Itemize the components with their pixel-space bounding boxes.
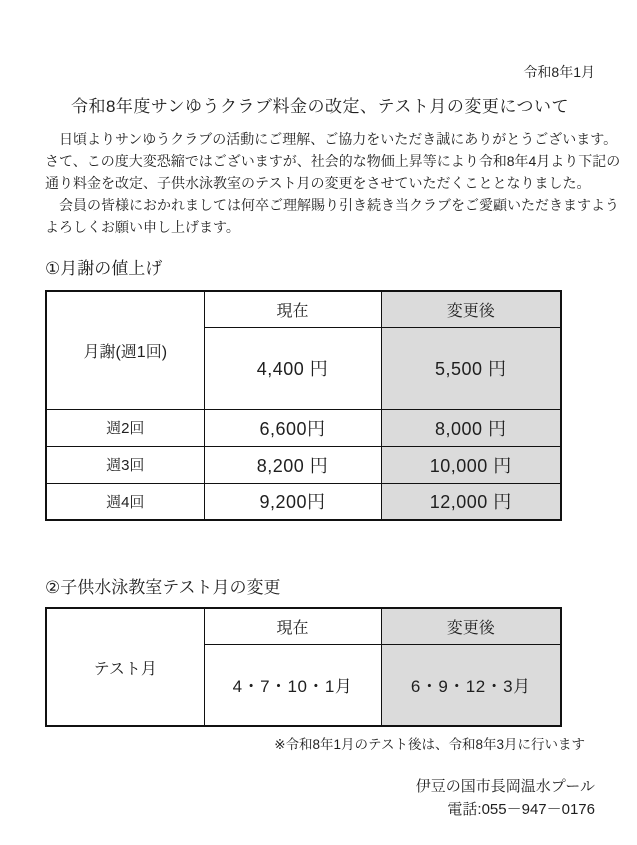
- fee-table: [45, 290, 562, 521]
- fee-current-value: 4,400 円: [204, 327, 381, 409]
- fee-table-header-current: 現在: [204, 291, 381, 327]
- fee-current-value: 8,200 円: [204, 446, 381, 483]
- fee-table-row-label: 週4回: [46, 483, 204, 520]
- fee-current-value: 6,600円: [204, 409, 381, 446]
- intro-line: 日頃よりサンゆうクラブの活動にご理解、ご協力をいただき誠にありがとうございます。: [45, 131, 618, 147]
- fee-table-header-after: 変更後: [381, 291, 561, 327]
- test-month-note: ※令和8年1月のテスト後は、令和8年3月に行います: [274, 737, 585, 752]
- section1-heading: ①月謝の値上げ: [45, 259, 163, 278]
- fee-table-row-label: 週3回: [46, 446, 204, 483]
- intro-line: 会員の皆様におかれましては何卒ご理解賜り引き続き当クラブをご愛顧いただきますよう: [45, 197, 619, 213]
- fee-after-value: 5,500 円: [381, 327, 561, 409]
- footer-organization: 伊豆の国市長岡温水プール: [415, 778, 595, 795]
- test-month-table: [45, 607, 562, 727]
- fee-table-row-label: 週2回: [46, 409, 204, 446]
- test-month-header-after: 変更後: [381, 608, 561, 644]
- section2-heading: ②子供水泳教室テスト月の変更: [45, 578, 281, 597]
- fee-table-header-row: [46, 291, 561, 327]
- table-row: [46, 409, 561, 446]
- test-month-after-value: 6・9・12・3月: [381, 644, 561, 726]
- table-row: [46, 483, 561, 520]
- test-month-current-value: 4・7・10・1月: [204, 644, 381, 726]
- fee-after-value: 8,000 円: [381, 409, 561, 446]
- intro-paragraph: [45, 128, 621, 238]
- intro-line: さて、この度大変恐縮ではございますが、社会的な物価上昇等により令和8年4月より下記の: [45, 153, 621, 169]
- document-title: 令和8年度サンゆうクラブ料金の改定、テスト月の変更について: [70, 97, 570, 116]
- table-row: [46, 446, 561, 483]
- test-month-header-current: 現在: [204, 608, 381, 644]
- document-date: 令和8年1月: [523, 64, 595, 80]
- footer-phone: 電話:055－947－0176: [447, 801, 595, 818]
- fee-current-value: 9,200円: [204, 483, 381, 520]
- fee-table-row-label: 月謝(週1回): [46, 291, 204, 409]
- intro-line: 通り料金を改定、子供水泳教室のテスト月の変更をさせていただくこととなりました。: [45, 175, 591, 191]
- fee-after-value: 12,000 円: [381, 483, 561, 520]
- test-month-row-label: テスト月: [46, 608, 204, 726]
- test-month-table-header-row: [46, 608, 561, 644]
- document-footer: [45, 775, 595, 821]
- intro-line: よろしくお願い申し上げます。: [45, 219, 240, 235]
- fee-after-value: 10,000 円: [381, 446, 561, 483]
